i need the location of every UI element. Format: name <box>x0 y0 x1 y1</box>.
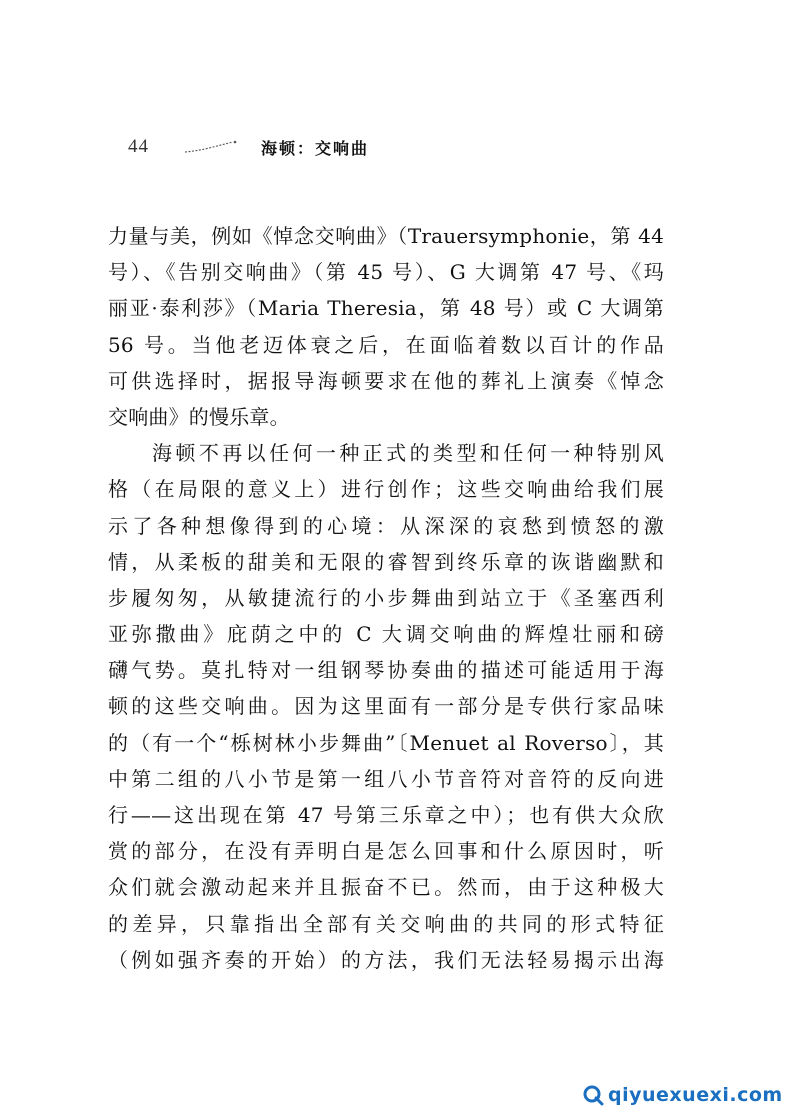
running-title: 海顿：交响曲 <box>261 138 370 158</box>
text-line: 可供选择时，据报导海顿要求在他的葬礼上演奏《悼念 <box>108 368 664 393</box>
text-line: 步履匆匆，从敏捷流行的小步舞曲到站立于《圣塞西利 <box>108 585 664 610</box>
flourish-ornament-icon <box>183 140 239 154</box>
text-line: 的差异，只靠指出全部有关交响曲的共同的形式特征 <box>108 911 664 936</box>
text-line: 众们就会激动起来并且振奋不已。然而，由于这种极大 <box>108 875 664 900</box>
text-line: 中第二组的八小节是第一组八小节音符对音符的反向进 <box>108 766 664 791</box>
text-line: 力量与美，例如《悼念交响曲》（Trauersymphonie，第 44 <box>108 224 664 248</box>
site-watermark <box>582 1084 783 1106</box>
text-line: 号）、《告别交响曲》（第 45 号）、G 大调第 47 号、《玛 <box>108 260 664 285</box>
text-line: （例如强齐奏的开始）的方法，我们无法轻易揭示出海 <box>108 947 664 972</box>
text-line: 丽亚·泰利莎》（Maria Theresia，第 48 号）或 C 大调第 <box>108 296 664 321</box>
page-number: 44 <box>128 136 149 157</box>
text-line: 礴气势。莫扎特对一组钢琴协奏曲的描述可能适用于海 <box>108 658 664 683</box>
paragraph <box>108 218 664 435</box>
paragraph <box>108 435 664 978</box>
text-line: 格（在局限的意义上）进行创作；这些交响曲给我们展 <box>108 477 664 502</box>
text-line: 情，从柔板的甜美和无限的睿智到终乐章的诙谐幽默和 <box>108 549 664 574</box>
text-line: 交响曲》的慢乐章。 <box>108 404 290 429</box>
body-text <box>108 218 664 978</box>
text-line: 的（有一个“栎树林小步舞曲”〔Menuet al Roverso〕，其 <box>108 730 664 755</box>
text-line: 赏的部分，在没有弄明白是怎么回事和什么原因时，听 <box>108 839 664 864</box>
watermark-text: qiyuexuexi.com <box>608 1084 783 1106</box>
running-header <box>128 132 369 162</box>
text-line: 示了各种想像得到的心境：从深深的哀愁到愤怒的激 <box>108 513 664 538</box>
text-line: 顿的这些交响曲。因为这里面有一部分是专供行家品味 <box>108 694 664 719</box>
text-line: 亚弥撒曲》庇荫之中的 C 大调交响曲的辉煌壮丽和磅 <box>108 622 664 647</box>
text-line: 行——这出现在第 47 号第三乐章之中）；也有供大众欣 <box>108 803 664 827</box>
text-line: 海顿不再以任何一种正式的类型和任何一种特别风 <box>152 441 664 466</box>
q-logo-icon <box>582 1084 604 1106</box>
text-line: 56 号。当他老迈体衰之后，在面临着数以百计的作品 <box>108 332 664 357</box>
